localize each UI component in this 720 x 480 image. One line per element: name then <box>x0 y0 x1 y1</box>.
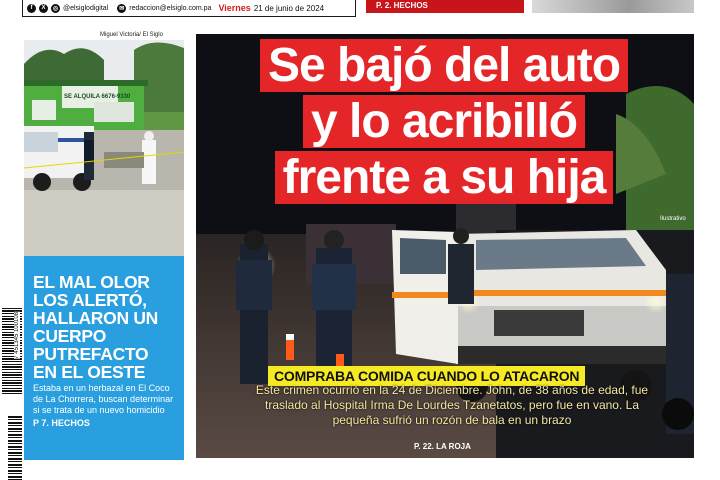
social-handle: @elsiglodigital <box>63 4 109 12</box>
top-teaser-photo <box>532 0 694 13</box>
left-story-page-ref: P 7. HECHOS <box>33 418 90 428</box>
page-margin <box>700 0 720 480</box>
main-kicker: COMPRABA COMIDA CUANDO LO ATACARON <box>268 366 585 386</box>
masthead-strip <box>22 0 356 17</box>
headline-line-3: frente a su hija <box>275 151 614 204</box>
email-address: redaccion@elsiglo.com.pa <box>129 4 212 12</box>
barcode-secondary <box>8 416 22 480</box>
main-page-ref: P. 22. LA ROJA <box>414 442 471 451</box>
photo-credit: Miguel Victoria/ El Siglo <box>100 32 163 38</box>
house-sign-text: SE ALQUILA 6676-9330 <box>64 94 131 100</box>
crime-scene-photo <box>24 40 184 256</box>
headline-line-1: Se bajó del auto <box>260 39 628 92</box>
left-story-summary: Estaba en un herbazal en El Coco de La Chorrera, buscan determinar si se trata de un nuevo homicidio <box>33 383 174 415</box>
left-story-box <box>24 256 184 460</box>
x-icon: X <box>39 4 48 13</box>
facebook-icon: f <box>27 4 36 13</box>
barcode-number: 7 451345 100108 <box>14 312 20 359</box>
headline-line-2: y lo acribilló <box>303 95 585 148</box>
top-teaser-ref: P. 2. HECHOS <box>366 0 524 13</box>
email-icon: ✉ <box>119 5 125 12</box>
issue-day: Viernes <box>218 3 251 13</box>
issue-date: 21 de junio de 2024 <box>253 3 325 13</box>
main-headline <box>198 38 690 206</box>
instagram-icon: ◎ <box>52 5 59 12</box>
main-caption: Este crimen ocurrió en la 24 de Diciembre. John, de 38 años de edad, fue traslado al Hospital Irma De Lourdes Tzanetatos, pero fue en vano. La pequeña sufrió un rozón de bala en un brazo <box>255 383 649 427</box>
left-story-headline: EL MAL OLOR LOS ALERTÓ, HALLARON UN CUERPO PUTREFACTO EN EL OESTE <box>33 272 159 382</box>
left-story-photo <box>24 40 184 256</box>
illustrative-label: Ilustrativo <box>660 216 686 222</box>
